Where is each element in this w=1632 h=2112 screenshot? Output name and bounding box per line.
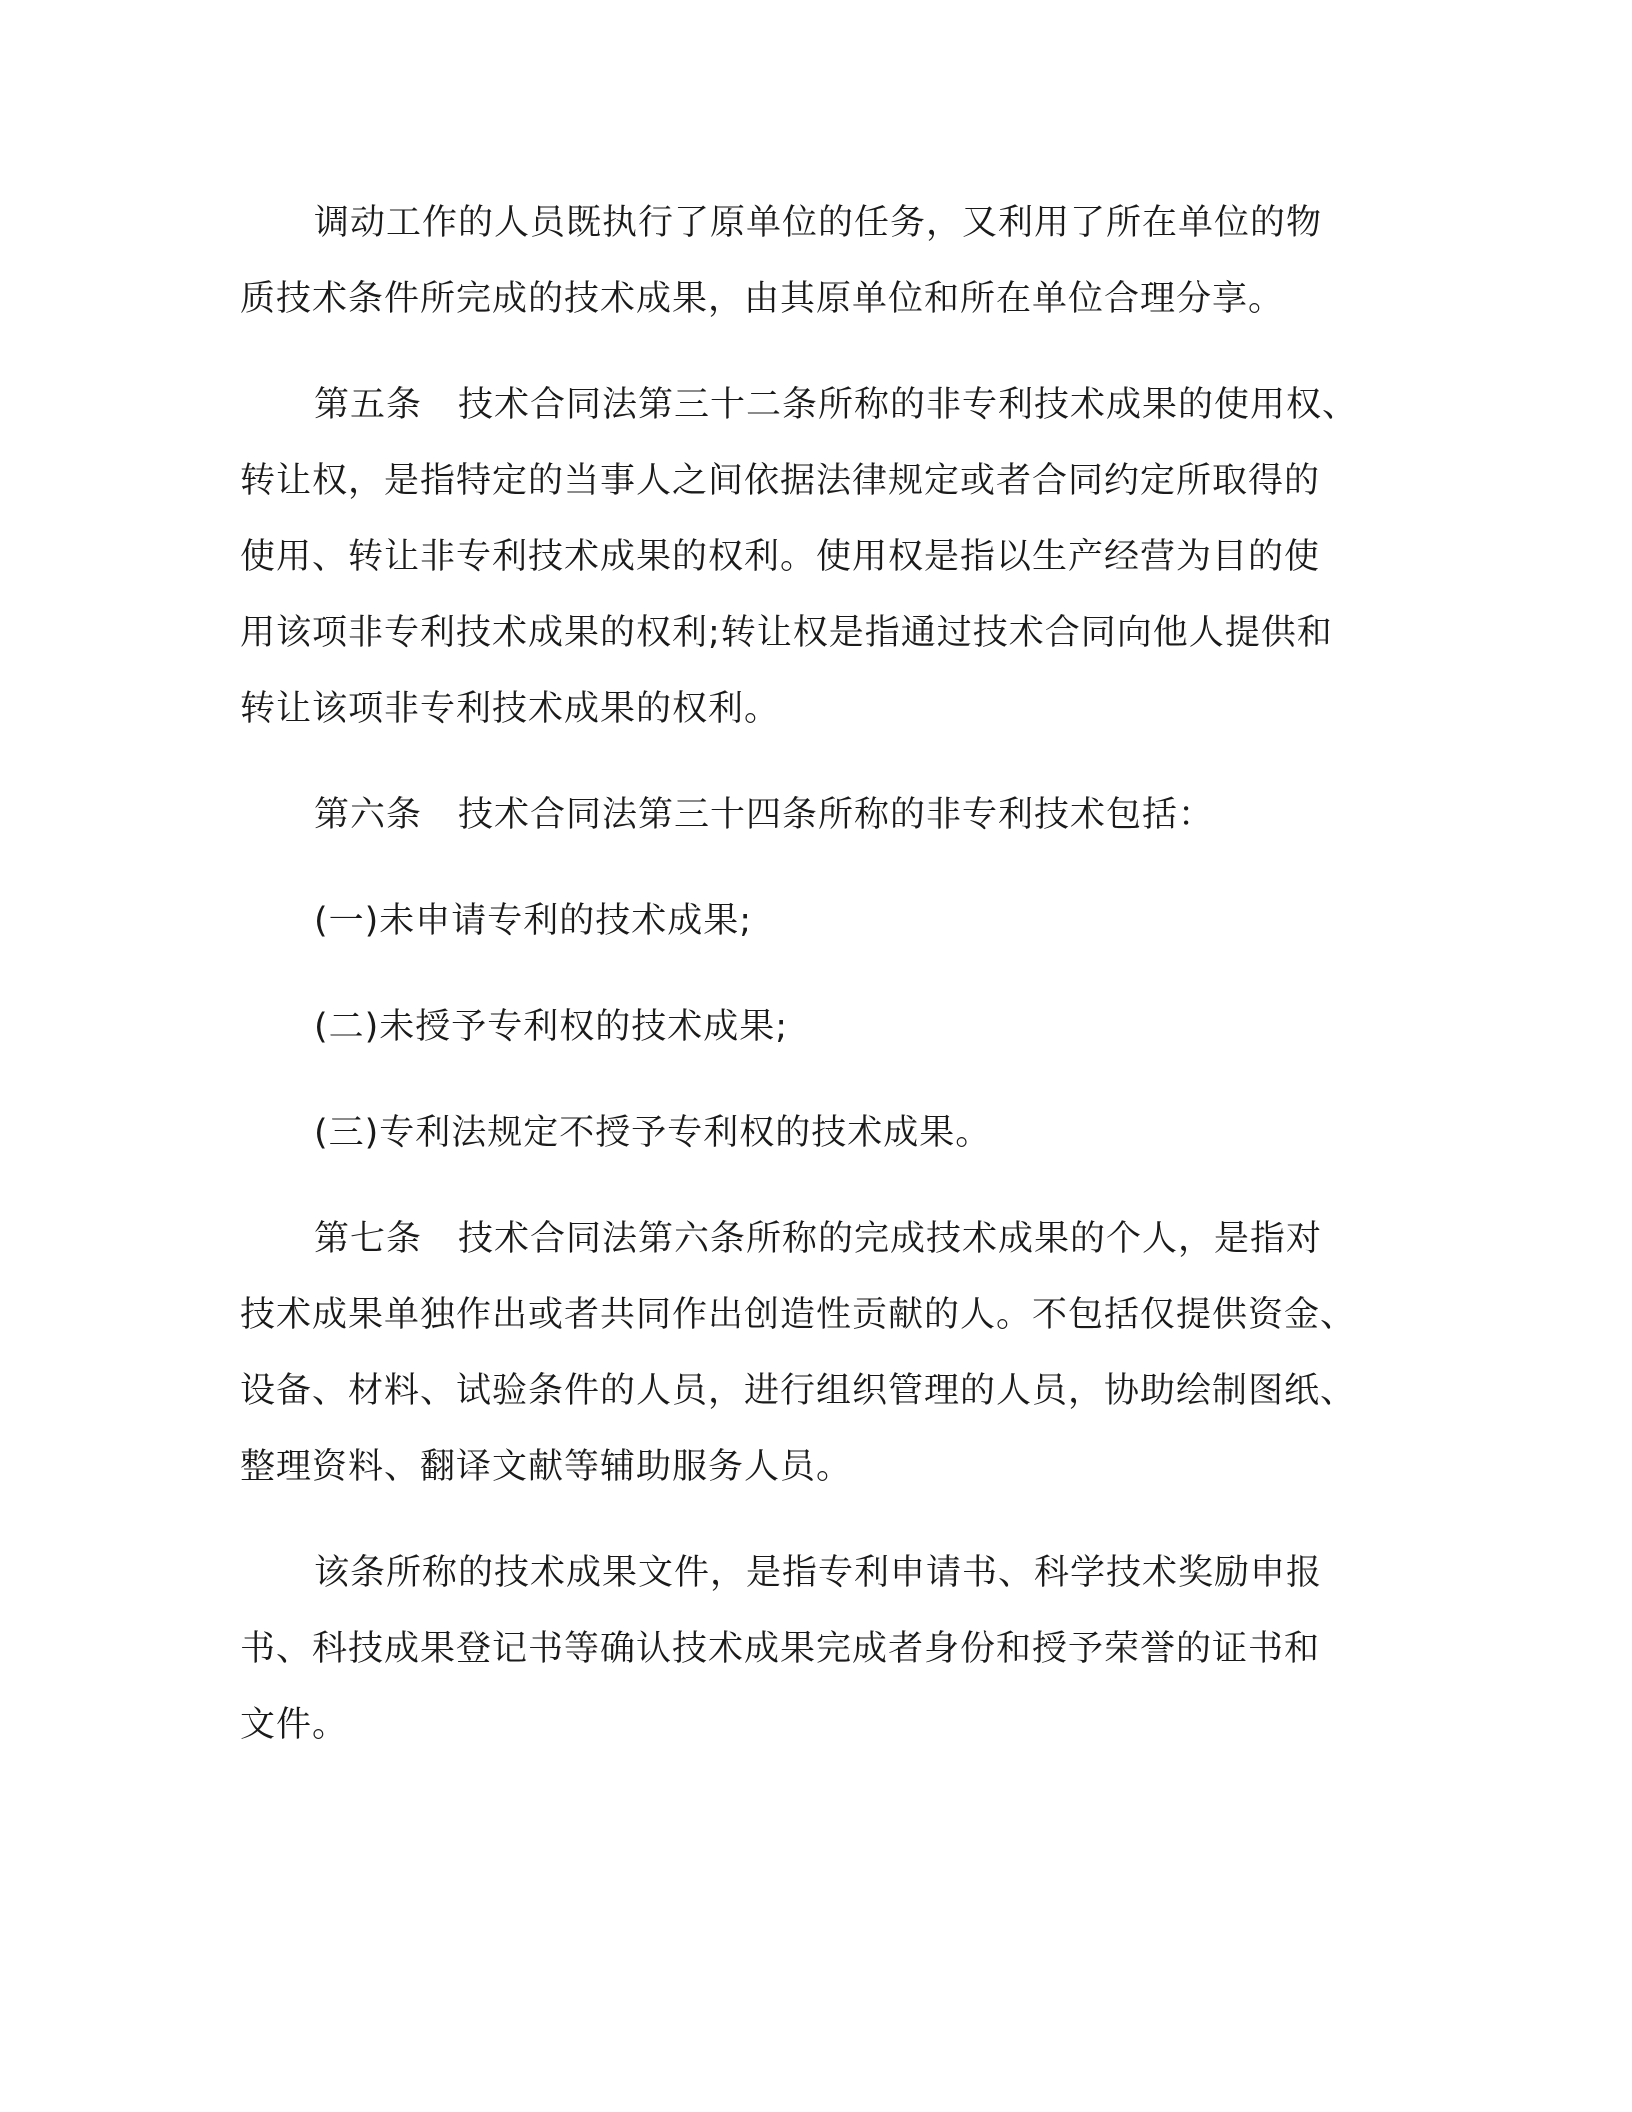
paragraph bbox=[240, 185, 1390, 337]
article-number: 第七条 bbox=[314, 1219, 423, 1259]
article-paragraph bbox=[240, 1201, 1390, 1505]
text-segment: 技术合同法第三十四条所称的非专利技术包括： bbox=[458, 795, 1215, 835]
list-item bbox=[240, 1095, 1390, 1171]
text-line: 质技术条件所完成的技术成果，由其原单位和所在单位合理分享。 bbox=[240, 279, 1285, 319]
text-line: 书、科技成果登记书等确认技术成果完成者身份和授予荣誉的证书和 bbox=[240, 1629, 1321, 1669]
text-line: 用该项非专利技术成果的权利;转让权是指通过技术合同向他人提供和 bbox=[240, 613, 1333, 653]
text-line: (二)未授予专利权的技术成果; bbox=[314, 1007, 789, 1047]
text-line: 使用、转让非专利技术成果的权利。使用权是指以生产经营为目的使 bbox=[240, 537, 1321, 577]
text-line: 整理资料、翻译文献等辅助服务人员。 bbox=[240, 1447, 853, 1487]
text-line: 文件。 bbox=[240, 1705, 349, 1745]
article-number: 第五条 bbox=[314, 385, 423, 425]
text-line: (三)专利法规定不授予专利权的技术成果。 bbox=[314, 1113, 992, 1153]
text-line: 技术成果单独作出或者共同作出创造性贡献的人。不包括仅提供资金、 bbox=[240, 1295, 1357, 1335]
document-page bbox=[240, 185, 1390, 1793]
paragraph bbox=[240, 1535, 1390, 1763]
text-line: 设备、材料、试验条件的人员，进行组织管理的人员，协助绘制图纸、 bbox=[240, 1371, 1357, 1411]
article-paragraph bbox=[240, 777, 1390, 853]
text-line: 转让该项非专利技术成果的权利。 bbox=[240, 689, 781, 729]
list-item bbox=[240, 989, 1390, 1065]
text-segment: 技术合同法第三十二条所称的非专利技术成果的使用权、 bbox=[458, 385, 1359, 425]
text-line: 转让权，是指特定的当事人之间依据法律规定或者合同约定所取得的 bbox=[240, 461, 1321, 501]
text-line bbox=[240, 777, 1390, 853]
list-item bbox=[240, 883, 1390, 959]
text-line bbox=[240, 1201, 1390, 1277]
article-paragraph bbox=[240, 367, 1390, 747]
text-line bbox=[240, 367, 1390, 443]
text-line: 该条所称的技术成果文件，是指专利申请书、科学技术奖励申报 bbox=[314, 1553, 1323, 1593]
text-line: (一)未申请专利的技术成果; bbox=[314, 901, 753, 941]
article-number: 第六条 bbox=[314, 795, 423, 835]
text-segment: 技术合同法第六条所称的完成技术成果的个人，是指对 bbox=[458, 1219, 1323, 1259]
text-line: 调动工作的人员既执行了原单位的任务，又利用了所在单位的物 bbox=[314, 203, 1323, 243]
